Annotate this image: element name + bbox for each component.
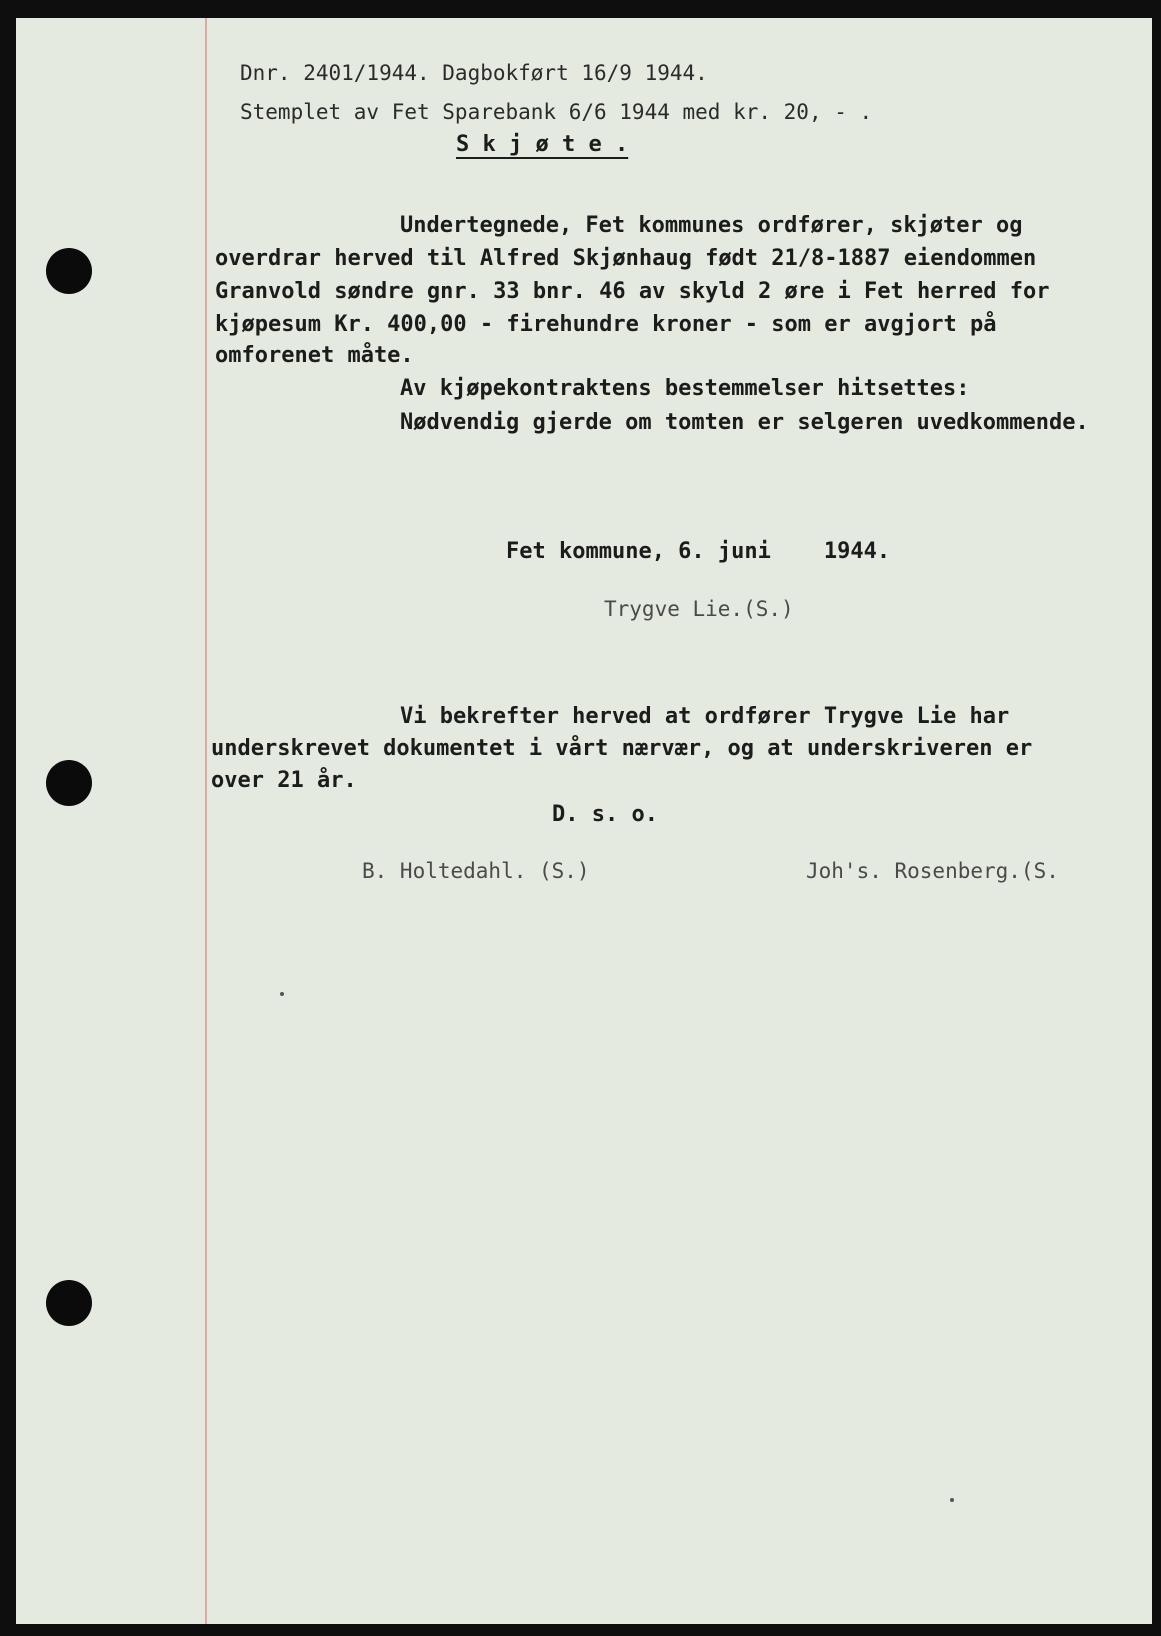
body-line: underskrevet dokumentet i vårt nærvær, og at underskriveren er bbox=[211, 736, 1033, 761]
punch-hole bbox=[46, 248, 92, 294]
journal-number: Dnr. 2401/1944. Dagbokført 16/9 1944. bbox=[240, 61, 708, 85]
document-title: S k j ø t e . bbox=[456, 132, 629, 157]
body-line: omforenet måte. bbox=[215, 343, 414, 368]
body-line: Av kjøpekontraktens bestemmelser hitsettes: bbox=[400, 376, 970, 401]
witness-signature: Joh's. Rosenberg.(S. bbox=[806, 859, 1059, 883]
punch-hole bbox=[46, 760, 92, 806]
body-line: overdrar herved til Alfred Skjønhaug født 21/8-1887 eiendommen bbox=[215, 246, 1037, 271]
document-page bbox=[16, 18, 1152, 1624]
dso-mark: D. s. o. bbox=[552, 802, 658, 827]
paper-speck bbox=[280, 992, 284, 996]
stamp-note: Stemplet av Fet Sparebank 6/6 1944 med kr. 20, - . bbox=[240, 100, 873, 124]
punch-hole bbox=[46, 1280, 92, 1326]
margin-line bbox=[205, 18, 207, 1624]
paper-speck bbox=[950, 1498, 954, 1502]
body-line: Granvold søndre gnr. 33 bnr. 46 av skyld 2 øre i Fet herred for bbox=[215, 279, 1050, 304]
witness-signature: B. Holtedahl. (S.) bbox=[362, 859, 590, 883]
body-line: over 21 år. bbox=[211, 768, 357, 793]
signature-mayor: Trygve Lie.(S.) bbox=[604, 597, 794, 621]
body-line: Vi bekrefter herved at ordfører Trygve Lie har bbox=[400, 704, 1010, 729]
body-line: Undertegnede, Fet kommunes ordfører, skjøter og bbox=[400, 213, 1023, 238]
body-line: Nødvendig gjerde om tomten er selgeren uvedkommende. bbox=[400, 410, 1089, 435]
body-line: kjøpesum Kr. 400,00 - firehundre kroner - som er avgjort på bbox=[215, 312, 997, 337]
place-date: Fet kommune, 6. juni 1944. bbox=[506, 539, 891, 564]
